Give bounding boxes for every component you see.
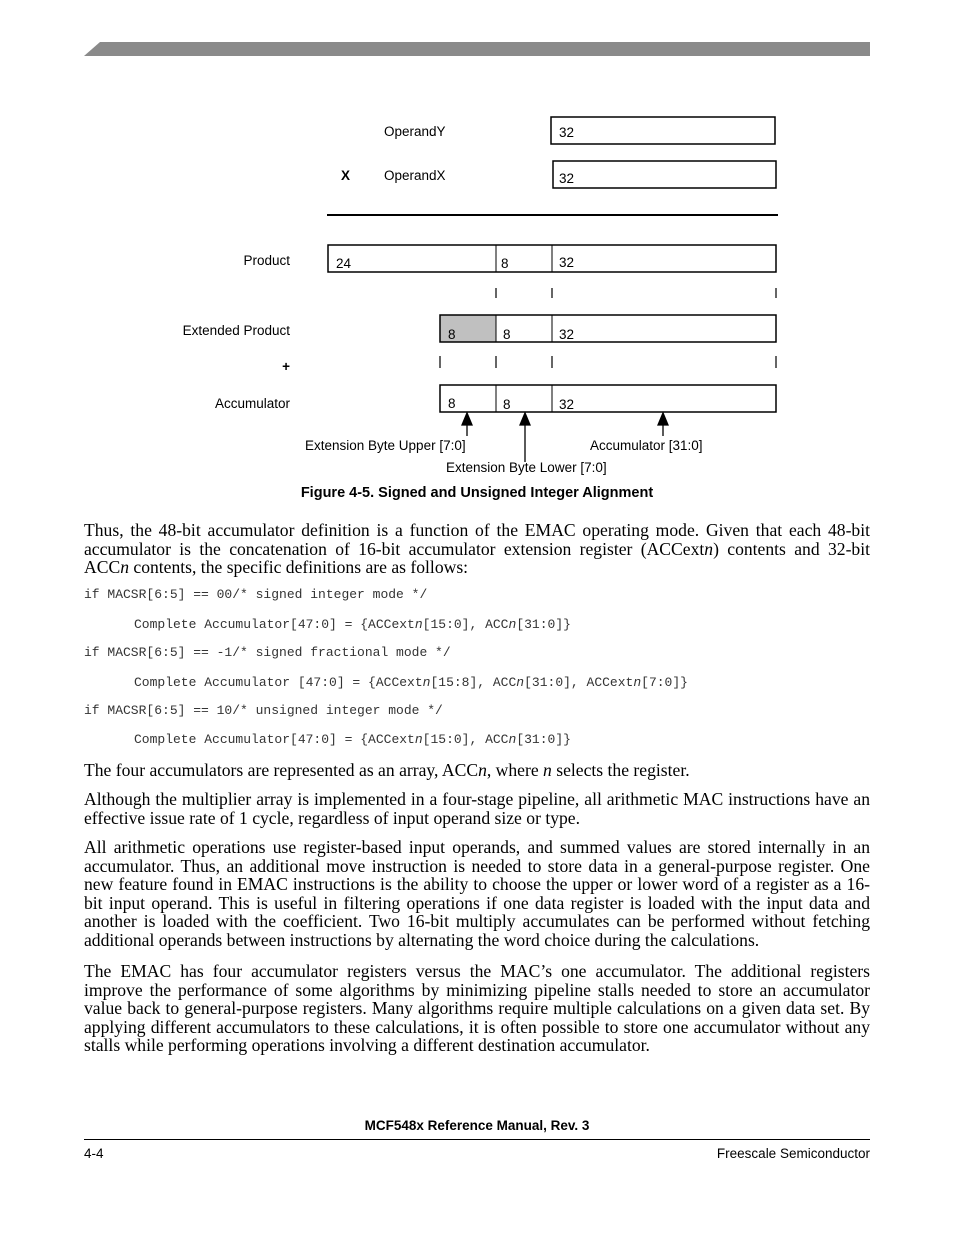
product-label: Product [243,253,290,268]
code-segment: [7:0]} [641,675,688,690]
operand-x-bits: 32 [559,171,575,186]
code-italic-n: n [422,675,431,690]
p2-text-b: , where [486,760,544,780]
p1-text-b: ) contents and 32-bit ACC [84,538,870,578]
product-field-upper: 24 [336,256,352,271]
code-line-signed-fractional-def [134,675,688,690]
operand-y-box [551,117,775,144]
p1-text-c: contents, the specific definitions are as follows: [128,557,469,578]
accumulator-field-upper: 8 [448,396,456,411]
accumulator-box [440,385,776,412]
annotation-extension-upper: Extension Byte Upper [7:0] [305,438,466,453]
paragraph-accumulator-array [84,761,870,780]
product-field-middle: 8 [501,256,509,271]
operand-y-bits: 32 [559,125,575,140]
code-italic-n: n [633,675,642,690]
code-segment: [31:0]} [516,617,571,632]
p2-italic-n: n [543,760,552,780]
code-line-signed-fractional: if MACSR[6:5] == -1/* signed fractional mode */ [84,645,451,660]
alignment-figure [0,100,954,490]
code-segment: [31:0]} [516,732,571,747]
code-line-unsigned-integer: if MACSR[6:5] == 10/* unsigned integer mode */ [84,703,443,718]
extended-product-field-lower: 32 [559,327,575,342]
figure-caption: Figure 4-5. Signed and Unsigned Integer Alignment [300,485,654,501]
code-segment: [15:0], ACC [422,732,509,747]
annotation-accumulator: Accumulator [31:0] [590,438,703,453]
plus-sign: + [282,359,290,374]
operand-x-box [553,161,776,188]
accumulator-field-middle: 8 [503,397,511,412]
extended-product-field-upper: 8 [448,327,456,342]
p2-italic-n: n [478,760,487,780]
extended-product-field-middle: 8 [503,327,511,342]
paragraph-pipeline: Although the multiplier array is implemented in a four-stage pipeline, all arithmetic MAC instructions have an effective issue rate of 1 cycle, regardless of input operand size or type. [84,789,870,828]
code-segment: [15:8], ACC [430,675,517,690]
footer-manual-title: MCF548x Reference Manual, Rev. 3 [364,1118,590,1133]
code-italic-n: n [508,732,517,747]
code-segment: [31:0], ACCext [524,675,634,690]
code-segment: Complete Accumulator[47:0] = {ACCext [134,732,415,747]
header-bar-shape [84,42,870,56]
footer-page-number: 4-4 [84,1146,104,1161]
code-line-signed-integer: if MACSR[6:5] == 00/* signed integer mode */ [84,587,428,602]
operand-x-label: OperandX [384,168,446,183]
operand-y-label: OperandY [384,124,446,139]
paragraph-accumulator-definition [84,521,870,577]
footer-company: Freescale Semiconductor [716,1146,870,1161]
p1-italic-n: n [120,557,129,578]
multiply-sign: X [341,168,351,183]
paragraph-register-operands: All arithmetic operations use register-based input operands, and summed values are stored internally in an accumulator. Thus, an additional move instruction is needed to store data in a general-purpose register. One new feature found in EMAC instructions is the ability to choose the upper or lower word of a register as a 16-bit input operand. This is useful in filtering operations if one data register is loaded with the input data and another is loaded with the coefficient. Two 16-bit multiply accumulates can be performed without fetching additional operands between instructions by alternating the word choice during the calculations. [84,837,870,950]
code-segment: Complete Accumulator[47:0] = {ACCext [134,617,415,632]
annotation-extension-lower: Extension Byte Lower [7:0] [446,460,607,475]
p1-text-a: Thus, the 48-bit accumulator definition is a function of the EMAC operating mode. Given that each 48-bit accumulator is the concatenation of 16-bit accumulator extension register (ACCext [84,520,870,559]
code-italic-n: n [516,675,525,690]
code-italic-n: n [508,617,517,632]
footer-rule [84,1139,870,1140]
code-line-unsigned-integer-def [134,732,571,747]
paragraph-four-accumulators: The EMAC has four accumulator registers versus the MAC’s one accumulator. The additional registers improve the performance of some algorithms by minimizing pipeline stalls needed to store an accumulator value back to general-purpose registers. Many algorithms require multiple calculations on a given data set. By applying different accumulators to these calculations, it is often possible to store one accumulator without any stalls while performing operations involving a different destination accumulator. [84,961,870,1056]
code-line-signed-integer-def [134,617,571,632]
code-italic-n: n [414,617,423,632]
header-bar [0,0,954,60]
code-italic-n: n [414,732,423,747]
p1-italic-n: n [704,538,714,559]
extended-product-label: Extended Product [182,323,290,338]
accumulator-alignment-ticks [440,356,776,368]
accumulator-field-lower: 32 [559,397,575,412]
p2-text-c: selects the register. [551,760,690,780]
code-segment: [15:0], ACC [422,617,509,632]
p2-text-a: The four accumulators are represented as an array, ACC [84,760,479,780]
accumulator-label: Accumulator [214,396,290,411]
product-alignment-ticks [496,288,776,298]
code-segment: Complete Accumulator [47:0] = {ACCext [134,675,423,690]
product-field-lower: 32 [559,255,575,270]
